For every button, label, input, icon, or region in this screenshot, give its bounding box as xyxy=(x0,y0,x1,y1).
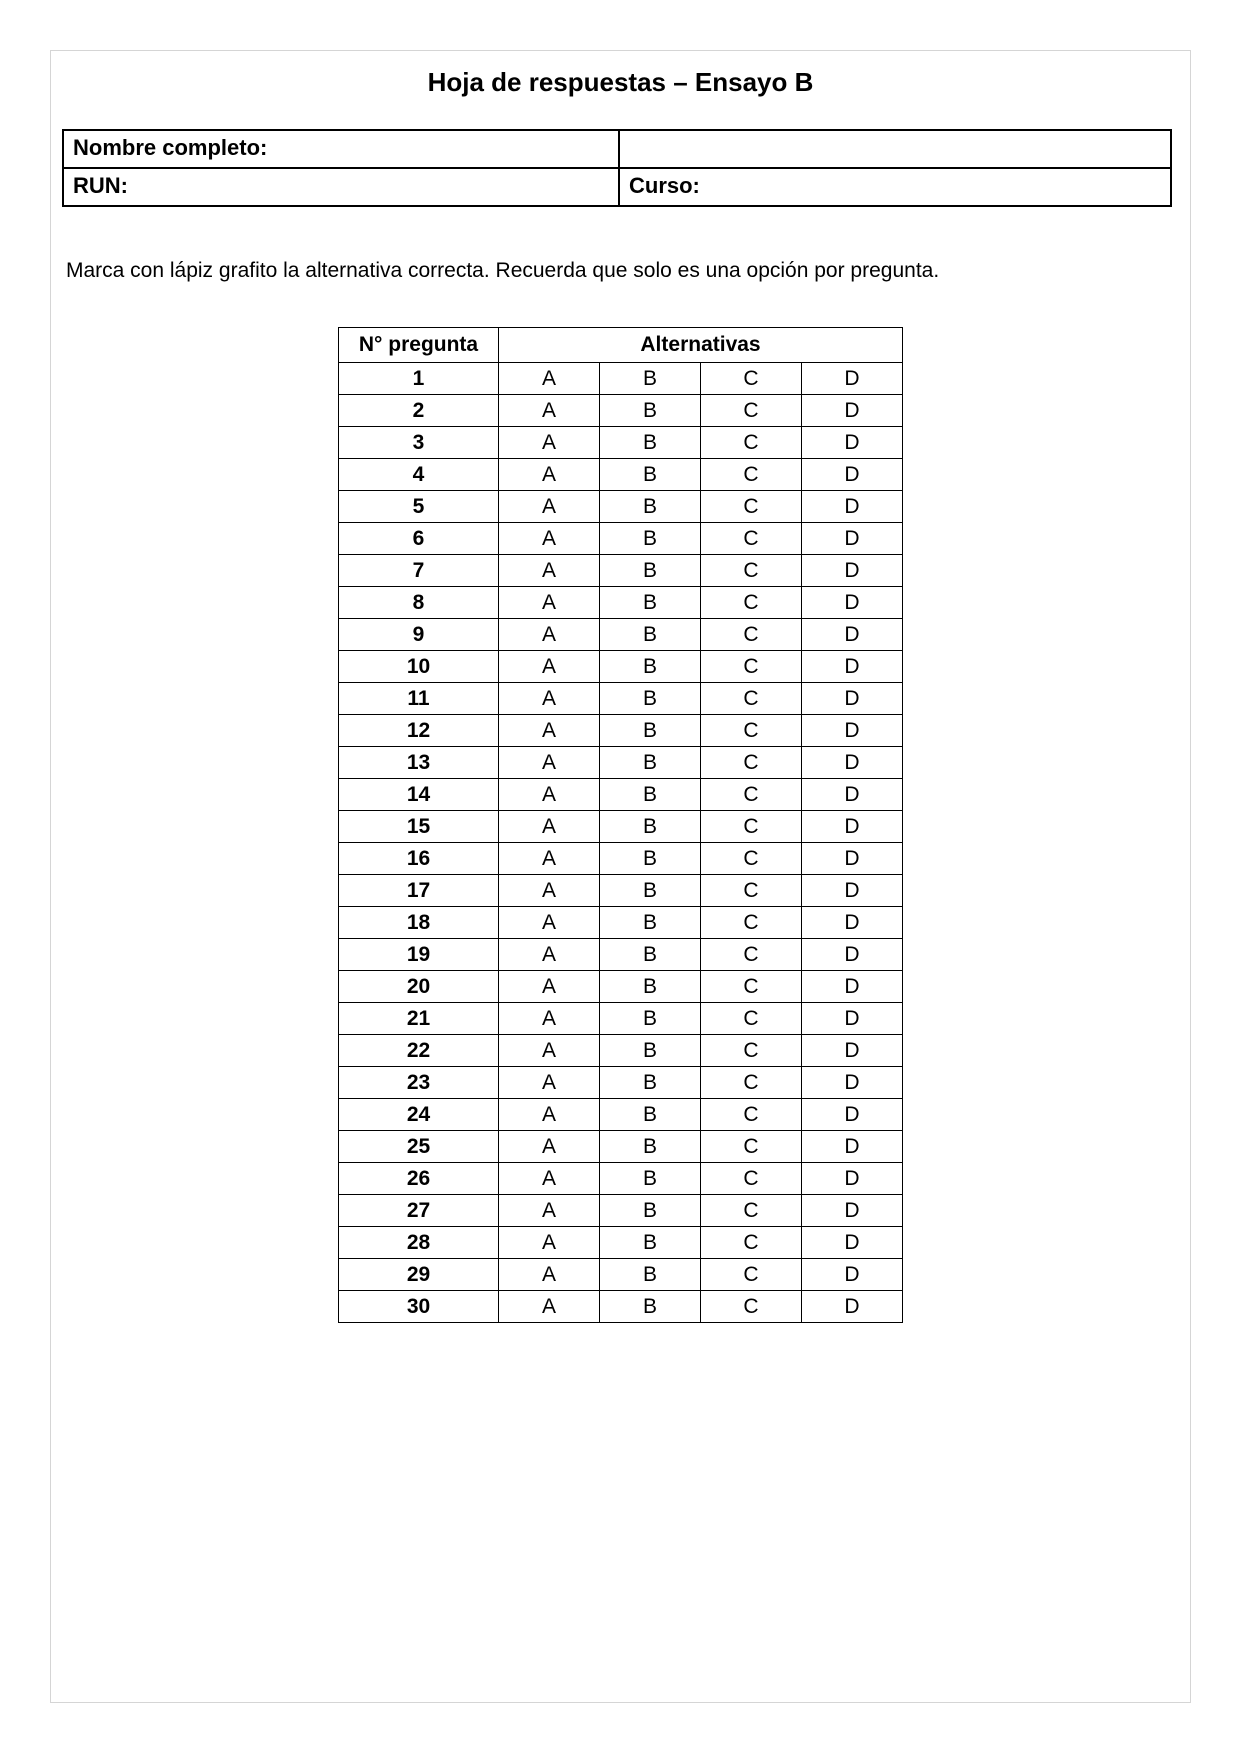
answer-row xyxy=(339,363,903,395)
option-cell-d[interactable]: D xyxy=(802,1131,903,1163)
answer-row xyxy=(339,395,903,427)
answer-row xyxy=(339,651,903,683)
option-cell-a[interactable]: A xyxy=(499,715,600,747)
option-cell-d[interactable]: D xyxy=(802,555,903,587)
option-cell-d[interactable]: D xyxy=(802,363,903,395)
answer-row xyxy=(339,1131,903,1163)
question-number-cell: 21 xyxy=(339,1003,499,1035)
option-cell-b[interactable]: B xyxy=(600,971,701,1003)
option-cell-c[interactable]: C xyxy=(701,683,802,715)
option-cell-a[interactable]: A xyxy=(499,683,600,715)
option-cell-a[interactable]: A xyxy=(499,1195,600,1227)
answer-row xyxy=(339,811,903,843)
question-number-cell: 28 xyxy=(339,1227,499,1259)
option-cell-b[interactable]: B xyxy=(600,1131,701,1163)
option-cell-b[interactable]: B xyxy=(600,779,701,811)
answer-row xyxy=(339,1035,903,1067)
option-cell-a[interactable]: A xyxy=(499,747,600,779)
option-cell-c[interactable]: C xyxy=(701,907,802,939)
question-number-cell: 6 xyxy=(339,523,499,555)
option-cell-d[interactable]: D xyxy=(802,651,903,683)
option-cell-c[interactable]: C xyxy=(701,1163,802,1195)
option-cell-c[interactable]: C xyxy=(701,1067,802,1099)
question-number-cell: 4 xyxy=(339,459,499,491)
option-cell-a[interactable]: A xyxy=(499,427,600,459)
option-cell-c[interactable]: C xyxy=(701,1291,802,1323)
option-cell-b[interactable]: B xyxy=(600,1099,701,1131)
option-cell-c[interactable]: C xyxy=(701,1131,802,1163)
option-cell-b[interactable]: B xyxy=(600,523,701,555)
answer-row xyxy=(339,1003,903,1035)
option-cell-c[interactable]: C xyxy=(701,1259,802,1291)
option-cell-d[interactable]: D xyxy=(802,1035,903,1067)
option-cell-a[interactable]: A xyxy=(499,395,600,427)
option-cell-c[interactable]: C xyxy=(701,1003,802,1035)
option-cell-b[interactable]: B xyxy=(600,555,701,587)
option-cell-a[interactable]: A xyxy=(499,939,600,971)
answers-table xyxy=(338,327,903,1323)
option-cell-b[interactable]: B xyxy=(600,427,701,459)
option-cell-d[interactable]: D xyxy=(802,1163,903,1195)
answer-row xyxy=(339,843,903,875)
option-cell-b[interactable]: B xyxy=(600,1035,701,1067)
answer-row xyxy=(339,1163,903,1195)
option-cell-c[interactable]: C xyxy=(701,427,802,459)
option-cell-a[interactable]: A xyxy=(499,1035,600,1067)
question-number-cell: 12 xyxy=(339,715,499,747)
option-cell-c[interactable]: C xyxy=(701,747,802,779)
option-cell-a[interactable]: A xyxy=(499,907,600,939)
option-cell-b[interactable]: B xyxy=(600,651,701,683)
answer-row xyxy=(339,779,903,811)
option-cell-c[interactable]: C xyxy=(701,459,802,491)
option-cell-a[interactable]: A xyxy=(499,1003,600,1035)
option-cell-d[interactable]: D xyxy=(802,459,903,491)
option-cell-a[interactable]: A xyxy=(499,1099,600,1131)
option-cell-b[interactable]: B xyxy=(600,747,701,779)
option-cell-d[interactable]: D xyxy=(802,1003,903,1035)
question-number-cell: 8 xyxy=(339,587,499,619)
info-row-name xyxy=(63,130,1171,168)
option-cell-c[interactable]: C xyxy=(701,363,802,395)
question-number-cell: 3 xyxy=(339,427,499,459)
option-cell-c[interactable]: C xyxy=(701,555,802,587)
answer-row xyxy=(339,523,903,555)
option-cell-b[interactable]: B xyxy=(600,1163,701,1195)
question-number-cell: 29 xyxy=(339,1259,499,1291)
option-cell-d[interactable]: D xyxy=(802,779,903,811)
option-cell-a[interactable]: A xyxy=(499,523,600,555)
option-cell-b[interactable]: B xyxy=(600,907,701,939)
answer-row xyxy=(339,1099,903,1131)
option-cell-c[interactable]: C xyxy=(701,1227,802,1259)
option-cell-a[interactable]: A xyxy=(499,779,600,811)
option-cell-d[interactable]: D xyxy=(802,523,903,555)
option-cell-d[interactable]: D xyxy=(802,971,903,1003)
question-number-cell: 9 xyxy=(339,619,499,651)
answer-row xyxy=(339,619,903,651)
option-cell-a[interactable]: A xyxy=(499,363,600,395)
run-label-cell: RUN: xyxy=(63,168,619,206)
option-cell-a[interactable]: A xyxy=(499,459,600,491)
question-number-cell: 13 xyxy=(339,747,499,779)
option-cell-a[interactable]: A xyxy=(499,587,600,619)
option-cell-d[interactable]: D xyxy=(802,1067,903,1099)
option-cell-d[interactable]: D xyxy=(802,907,903,939)
option-cell-c[interactable]: C xyxy=(701,395,802,427)
option-cell-d[interactable]: D xyxy=(802,1195,903,1227)
option-cell-b[interactable]: B xyxy=(600,363,701,395)
alternatives-column-header: Alternativas xyxy=(499,328,903,363)
option-cell-c[interactable]: C xyxy=(701,875,802,907)
answer-row xyxy=(339,971,903,1003)
answer-row xyxy=(339,459,903,491)
option-cell-d[interactable]: D xyxy=(802,587,903,619)
option-cell-b[interactable]: B xyxy=(600,491,701,523)
page-title: Hoja de respuestas – Ensayo B xyxy=(427,67,814,97)
option-cell-d[interactable]: D xyxy=(802,843,903,875)
instructions-text: Marca con lápiz grafito la alternativa correcta. Recuerda que solo es una opción por pregunta. xyxy=(66,259,940,282)
option-cell-a[interactable]: A xyxy=(499,1291,600,1323)
question-number-cell: 26 xyxy=(339,1163,499,1195)
answer-row xyxy=(339,491,903,523)
option-cell-b[interactable]: B xyxy=(600,715,701,747)
option-cell-a[interactable]: A xyxy=(499,811,600,843)
student-info-table xyxy=(62,129,1172,207)
question-number-cell: 22 xyxy=(339,1035,499,1067)
name-label-cell: Nombre completo: xyxy=(63,130,619,168)
option-cell-d[interactable]: D xyxy=(802,619,903,651)
question-number-cell: 15 xyxy=(339,811,499,843)
option-cell-a[interactable]: A xyxy=(499,875,600,907)
option-cell-d[interactable]: D xyxy=(802,939,903,971)
answer-row xyxy=(339,747,903,779)
option-cell-c[interactable]: C xyxy=(701,587,802,619)
answer-row xyxy=(339,1291,903,1323)
answer-row xyxy=(339,907,903,939)
question-number-cell: 27 xyxy=(339,1195,499,1227)
option-cell-c[interactable]: C xyxy=(701,1195,802,1227)
option-cell-c[interactable]: C xyxy=(701,843,802,875)
option-cell-c[interactable]: C xyxy=(701,619,802,651)
option-cell-b[interactable]: B xyxy=(600,1003,701,1035)
question-number-cell: 18 xyxy=(339,907,499,939)
question-number-cell: 20 xyxy=(339,971,499,1003)
option-cell-a[interactable]: A xyxy=(499,1067,600,1099)
question-number-cell: 16 xyxy=(339,843,499,875)
answer-sheet-page xyxy=(50,50,1191,1703)
option-cell-b[interactable]: B xyxy=(600,939,701,971)
question-column-header: N° pregunta xyxy=(339,328,499,363)
option-cell-b[interactable]: B xyxy=(600,1195,701,1227)
question-number-cell: 19 xyxy=(339,939,499,971)
answer-row xyxy=(339,1195,903,1227)
option-cell-b[interactable]: B xyxy=(600,1227,701,1259)
option-cell-d[interactable]: D xyxy=(802,811,903,843)
answer-row xyxy=(339,939,903,971)
option-cell-a[interactable]: A xyxy=(499,843,600,875)
question-number-cell: 2 xyxy=(339,395,499,427)
option-cell-a[interactable]: A xyxy=(499,971,600,1003)
answer-row xyxy=(339,715,903,747)
option-cell-b[interactable]: B xyxy=(600,683,701,715)
option-cell-b[interactable]: B xyxy=(600,1259,701,1291)
option-cell-d[interactable]: D xyxy=(802,747,903,779)
question-number-cell: 1 xyxy=(339,363,499,395)
option-cell-c[interactable]: C xyxy=(701,523,802,555)
answer-row xyxy=(339,683,903,715)
option-cell-b[interactable]: B xyxy=(600,843,701,875)
option-cell-d[interactable]: D xyxy=(802,1291,903,1323)
question-number-cell: 24 xyxy=(339,1099,499,1131)
question-number-cell: 23 xyxy=(339,1067,499,1099)
option-cell-d[interactable]: D xyxy=(802,395,903,427)
option-cell-a[interactable]: A xyxy=(499,651,600,683)
option-cell-c[interactable]: C xyxy=(701,939,802,971)
option-cell-b[interactable]: B xyxy=(600,459,701,491)
option-cell-a[interactable]: A xyxy=(499,619,600,651)
answer-row xyxy=(339,555,903,587)
option-cell-c[interactable]: C xyxy=(701,715,802,747)
name-value-cell[interactable] xyxy=(619,130,1171,168)
question-number-cell: 11 xyxy=(339,683,499,715)
question-number-cell: 17 xyxy=(339,875,499,907)
question-number-cell: 30 xyxy=(339,1291,499,1323)
option-cell-b[interactable]: B xyxy=(600,395,701,427)
option-cell-c[interactable]: C xyxy=(701,651,802,683)
answer-row xyxy=(339,1259,903,1291)
option-cell-d[interactable]: D xyxy=(802,683,903,715)
option-cell-c[interactable]: C xyxy=(701,779,802,811)
option-cell-a[interactable]: A xyxy=(499,1259,600,1291)
option-cell-c[interactable]: C xyxy=(701,811,802,843)
option-cell-a[interactable]: A xyxy=(499,1163,600,1195)
option-cell-c[interactable]: C xyxy=(701,1099,802,1131)
option-cell-b[interactable]: B xyxy=(600,875,701,907)
answer-row xyxy=(339,1227,903,1259)
question-number-cell: 10 xyxy=(339,651,499,683)
answer-row xyxy=(339,427,903,459)
question-number-cell: 14 xyxy=(339,779,499,811)
option-cell-b[interactable]: B xyxy=(600,587,701,619)
option-cell-c[interactable]: C xyxy=(701,1035,802,1067)
option-cell-d[interactable]: D xyxy=(802,427,903,459)
option-cell-d[interactable]: D xyxy=(802,1259,903,1291)
answers-header-row xyxy=(339,328,903,363)
question-number-cell: 5 xyxy=(339,491,499,523)
option-cell-a[interactable]: A xyxy=(499,1131,600,1163)
option-cell-d[interactable]: D xyxy=(802,1099,903,1131)
option-cell-d[interactable]: D xyxy=(802,715,903,747)
option-cell-b[interactable]: B xyxy=(600,619,701,651)
answer-row xyxy=(339,587,903,619)
option-cell-b[interactable]: B xyxy=(600,811,701,843)
option-cell-c[interactable]: C xyxy=(701,971,802,1003)
option-cell-b[interactable]: B xyxy=(600,1291,701,1323)
option-cell-a[interactable]: A xyxy=(499,1227,600,1259)
option-cell-a[interactable]: A xyxy=(499,491,600,523)
option-cell-b[interactable]: B xyxy=(600,1067,701,1099)
question-number-cell: 25 xyxy=(339,1131,499,1163)
option-cell-c[interactable]: C xyxy=(701,491,802,523)
option-cell-d[interactable]: D xyxy=(802,1227,903,1259)
curso-label-cell: Curso: xyxy=(619,168,1171,206)
question-number-cell: 7 xyxy=(339,555,499,587)
option-cell-a[interactable]: A xyxy=(499,555,600,587)
option-cell-d[interactable]: D xyxy=(802,875,903,907)
option-cell-d[interactable]: D xyxy=(802,491,903,523)
answer-row xyxy=(339,875,903,907)
info-row-run-curso xyxy=(63,168,1171,206)
answer-row xyxy=(339,1067,903,1099)
